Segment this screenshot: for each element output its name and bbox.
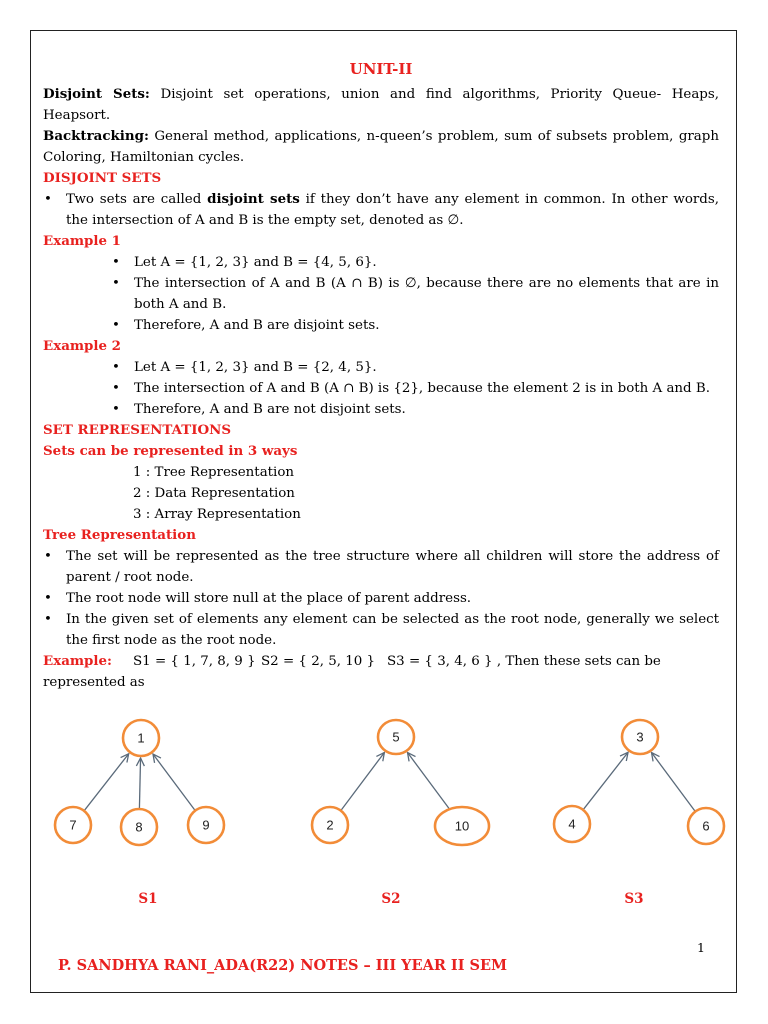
definition-term: disjoint sets [207,191,300,207]
set-label: S3 [624,891,644,907]
svg-text:7: 7 [69,817,77,833]
child-node [554,806,590,842]
set-label: S1 [138,891,158,907]
disjoint-sets-label: Disjoint Sets: [43,86,150,102]
page-footer: P. SANDHYA RANI_ADA(R22) NOTES – III YEAR II SEM [58,957,508,974]
svg-text:1: 1 [137,730,145,746]
svg-text:9: 9 [202,817,210,833]
child-node [188,807,224,843]
document-body [43,58,719,693]
tree-representation-item: • The set will be represented as the tree structure where all children will store the address of parent / root node. [43,546,719,588]
example1-item: • The intersection of A and B (A ∩ B) is ∅, because there are no elements that are in both A and B. [43,273,719,315]
backtracking-syllabus [43,126,719,168]
tree-example [43,651,719,693]
representation-way: 1 : Tree Representation [133,465,295,480]
parent-pointer-arrow [84,754,129,811]
root-node [123,720,159,756]
parent-pointer-arrow [139,758,140,809]
disjoint-sets-definition [43,189,719,231]
disjoint-sets-syllabus [43,84,719,126]
trees-diagram [0,700,768,930]
parent-pointer-arrow [153,754,195,811]
representation-way: 2 : Data Representation [133,486,295,501]
child-node [688,808,724,844]
svg-text:6: 6 [702,818,710,834]
svg-text:4: 4 [568,816,576,832]
tree-representation-item: • The root node will store null at the place of parent address. [43,588,719,609]
svg-text:5: 5 [392,729,400,745]
example-label: Example: [43,653,112,669]
example2-item: • Therefore, A and B are not disjoint sets. [43,399,719,420]
example2-item: • The intersection of A and B (A ∩ B) is {2}, because the element 2 is in both A and B. [43,378,719,399]
svg-text:3: 3 [636,729,644,745]
example1-item: • Therefore, A and B are disjoint sets. [43,315,719,336]
set-s3-definition: S3 = { 3, 4, 6 } , Then these sets can be represented as [43,654,661,690]
unit-title: UNIT-II [349,60,413,78]
svg-text:2: 2 [326,817,334,833]
svg-text:10: 10 [454,818,470,834]
definition-text-post: if they don’t have any element in common. In other words, the intersection of A and B is the empty set, denoted as ∅. [66,192,720,228]
child-node [312,807,348,843]
example1-heading: Example 1 [43,233,121,249]
definition-text-pre: Two sets are called [66,192,208,207]
set-representations-subheading: Sets can be represented in 3 ways [43,443,298,459]
parent-pointer-arrow [583,752,628,810]
example1-item: • Let A = {1, 2, 3} and B = {4, 5, 6}. [43,252,719,273]
root-node [622,720,658,754]
parent-pointer-arrow [652,753,696,812]
tree-representation-heading: Tree Representation [43,527,196,543]
disjoint-sets-heading: DISJOINT SETS [43,170,162,186]
example2-item: • Let A = {1, 2, 3} and B = {2, 4, 5}. [43,357,719,378]
page-number: 1 [697,940,705,955]
svg-text:8: 8 [135,819,143,835]
set-representations-heading: SET REPRESENTATIONS [43,422,232,438]
backtracking-topics: General method, applications, n-queen’s problem, sum of subsets problem, graph Coloring, Hamiltonian cycles. [43,129,719,165]
child-node [121,809,157,845]
root-node [378,720,414,754]
set-s1-definition: S1 = { 1, 7, 8, 9 } [133,654,256,669]
example2-heading: Example 2 [43,338,121,354]
child-node [435,807,489,845]
tree-representation-item: • In the given set of elements any element can be selected as the root node, generally we select the first node as the root node. [43,609,719,651]
parent-pointer-arrow [341,752,385,810]
child-node [55,807,91,843]
backtracking-label: Backtracking: [43,128,149,144]
set-s2-definition: S2 = { 2, 5, 10 } [261,654,376,669]
set-label: S2 [381,891,401,907]
representation-way: 3 : Array Representation [133,507,301,522]
parent-pointer-arrow [408,753,450,810]
disjoint-sets-topics: Disjoint set operations, union and find algorithms, Priority Queue- Heaps, Heapsort. [43,87,720,123]
tree-representation-figure [0,700,768,930]
